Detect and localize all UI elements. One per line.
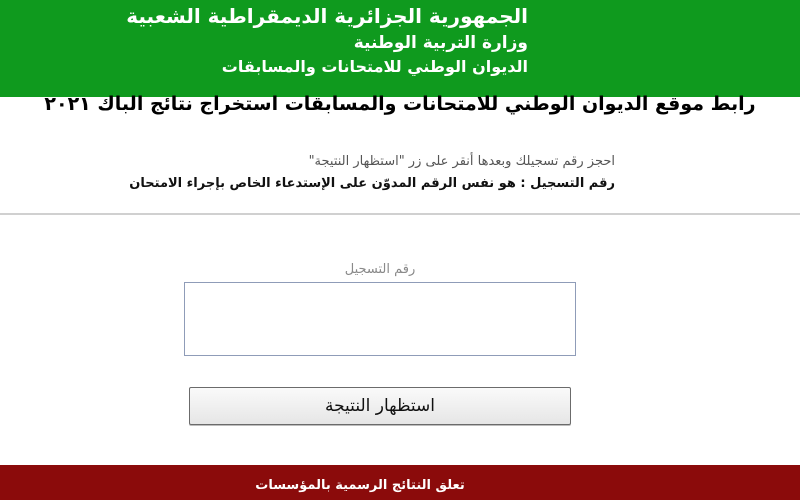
article-title: رابط موقع الديوان الوطني للامتحانات والمسابقات استخراج نتائج الباك ٢٠٢١ — [44, 93, 756, 115]
footer-text: تعلق النتائج الرسمية بالمؤسسات — [255, 478, 465, 493]
registration-number-label: رقم التسجيل — [344, 262, 416, 277]
section-divider — [0, 213, 800, 215]
footer-bar — [0, 465, 800, 500]
instruction-line-2: رقم التسجيل : هو نفس الرقم المدوّن على الإستدعاء الخاص بإجراء الامتحان — [129, 176, 615, 191]
republic-title: الجمهورية الجزائرية الديمقراطية الشعبية — [126, 4, 528, 28]
instruction-line-1: احجز رقم تسجيلك وبعدها أنقر على زر "استظهار النتيجة" — [308, 154, 615, 169]
office-title: الديوان الوطني للامتحانات والمسابقات — [221, 57, 528, 76]
show-result-button[interactable]: استظهار النتيجة — [189, 387, 571, 425]
instructions — [129, 152, 615, 196]
registration-number-input[interactable] — [184, 282, 576, 356]
ministry-header — [0, 0, 800, 97]
ministry-title: وزارة التربية الوطنية — [353, 33, 528, 53]
